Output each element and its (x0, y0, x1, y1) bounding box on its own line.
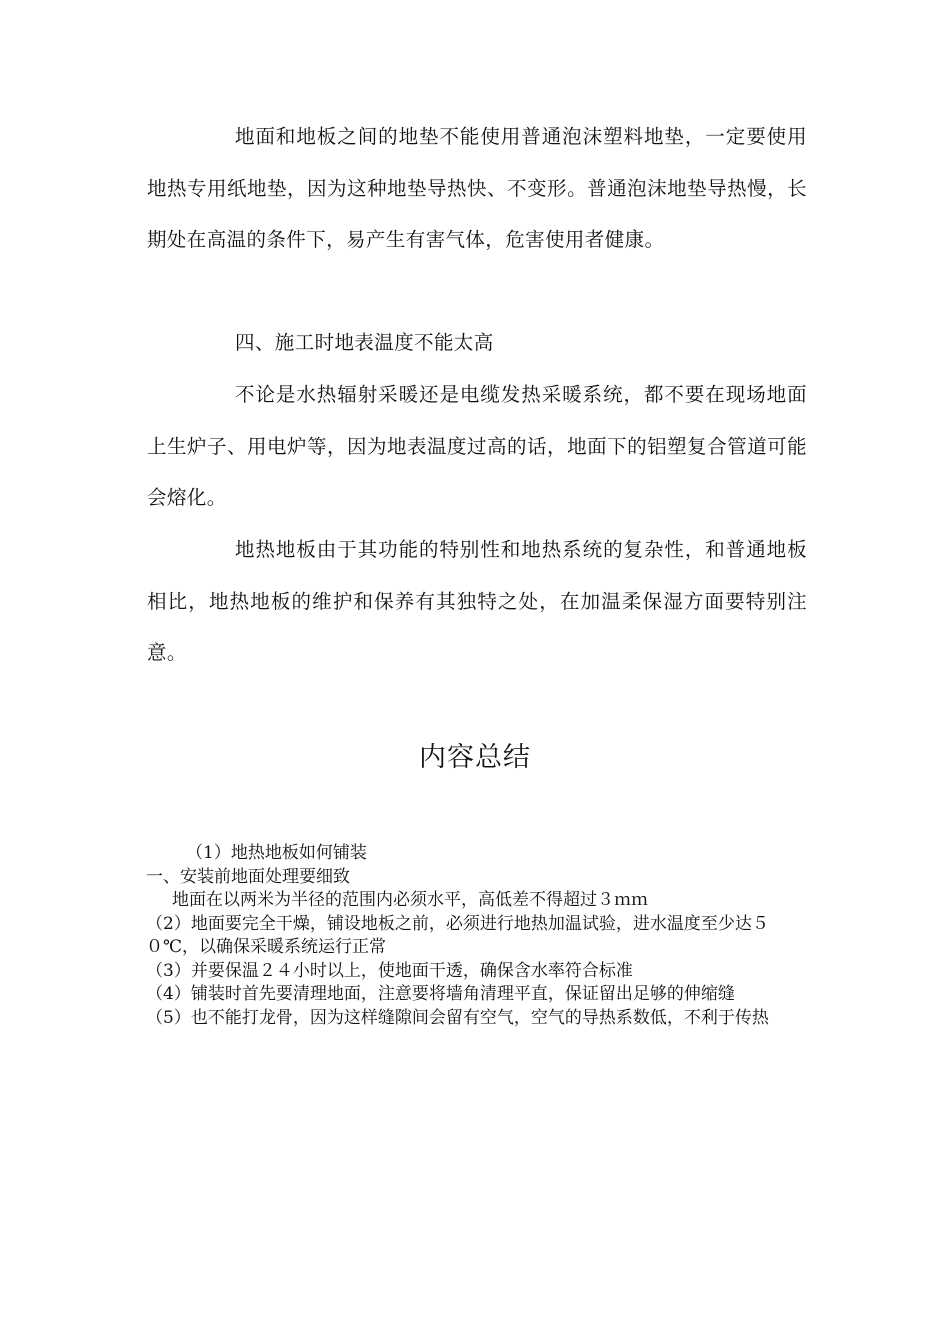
heading-construction-temperature: 四、施工时地表温度不能太高 (235, 331, 494, 354)
body-paragraph-3 (147, 369, 807, 524)
summary-line-6: （4）铺装时首先要清理地面，注意要将墙角清理平直，保证留出足够的伸缩缝 (146, 984, 735, 1004)
body-paragraph-4 (147, 524, 807, 679)
summary-line-7: （5）也不能打龙骨，因为这样缝隙间会留有空气，空气的导热系数低，不利于传热 (146, 1007, 769, 1028)
body-paragraph-2 (147, 317, 807, 369)
paragraph-maintenance: 地热地板由于其功能的特别性和地热系统的复杂性，和普通地板相比，地热地板的维护和保养有其独特之处，在加温柔保湿方面要特别注意。 (147, 538, 807, 664)
summary-line-5: （3）并要保温２４小时以上，使地面干透，确保含水率符合标准 (146, 960, 633, 981)
summary-list (146, 842, 810, 1030)
summary-title: 内容总结 (419, 742, 531, 773)
body-paragraph-1 (147, 111, 807, 266)
paragraph-floor-underlay: 地面和地板之间的地垫不能使用普通泡沫塑料地垫，一定要使用地热专用纸地垫，因为这种地垫导热快、不变形。普通泡沫地垫导热慢，长期处在高温的条件下，易产生有害气体，危害使用者健康。 (147, 125, 807, 251)
paragraph-surface-temperature: 不论是水热辐射采暖还是电缆发热采暖系统，都不要在现场地面上生炉子、用电炉等，因为地表温度过高的话，地面下的铝塑复合管道可能会熔化。 (147, 383, 807, 509)
summary-line-2: 一、安装前地面处理要细致 (146, 866, 350, 887)
summary-line-1: （1）地热地板如何铺装 (186, 843, 367, 863)
summary-line-3: 地面在以两米为半径的范围内必须水平，高低差不得超过３ｍｍ (172, 890, 648, 910)
summary-line-4: （2）地面要完全干燥，铺设地板之前，必须进行地热加温试验，进水温度至少达５０℃，以确保采暖系统运行正常 (146, 913, 769, 957)
